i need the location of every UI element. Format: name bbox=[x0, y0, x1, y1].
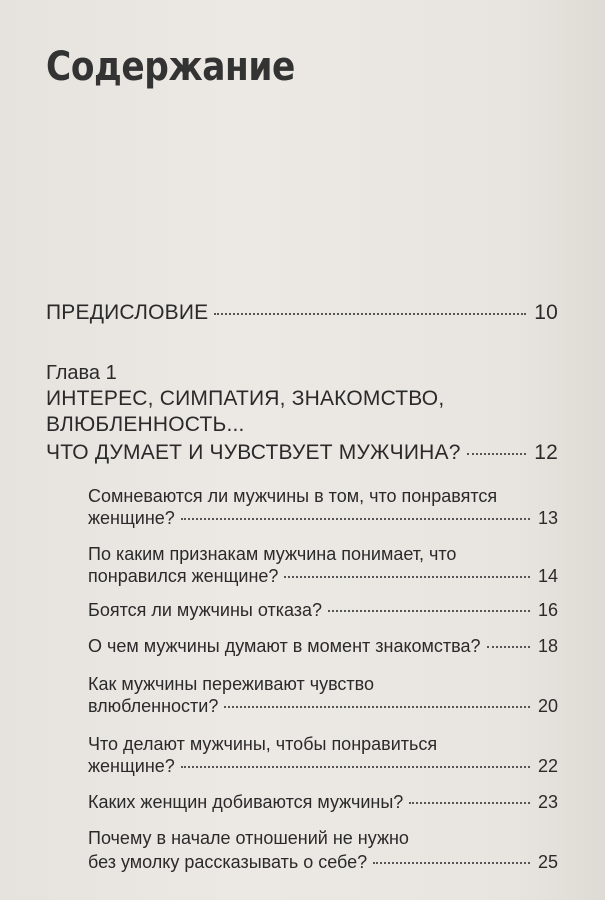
toc-page-number: 14 bbox=[537, 566, 558, 586]
toc-entry-section bbox=[88, 790, 558, 815]
toc-page-number: 20 bbox=[537, 696, 558, 716]
dot-leader bbox=[181, 518, 530, 520]
section-line: влюбленности? bbox=[88, 696, 219, 716]
dot-leader bbox=[328, 610, 530, 612]
toc-page-number: 16 bbox=[537, 600, 558, 620]
dot-leader bbox=[409, 802, 530, 804]
section-line: без умолку рассказывать о себе? bbox=[88, 852, 368, 872]
section-line: женщине? bbox=[88, 756, 175, 776]
section-line: Каких женщин добиваются мужчины? bbox=[88, 792, 404, 812]
toc-entry-label: ПРЕДИСЛОВИЕ bbox=[46, 301, 209, 324]
section-line: Как мужчины переживают чувство bbox=[88, 674, 375, 694]
dot-leader bbox=[487, 646, 530, 648]
section-line: понравился женщине? bbox=[88, 566, 279, 586]
toc-entry-section bbox=[88, 634, 558, 659]
dot-leader bbox=[467, 453, 527, 455]
toc-entry-section bbox=[88, 598, 558, 623]
dot-leader bbox=[284, 576, 530, 578]
section-line: Что делают мужчины, чтобы понравиться bbox=[88, 734, 438, 754]
toc-page-number: 12 bbox=[534, 441, 558, 464]
toc-page-number: 22 bbox=[537, 756, 558, 776]
section-line: Почему в начале отношений не нужно bbox=[88, 828, 409, 848]
toc-page-number: 23 bbox=[537, 792, 558, 812]
toc-entry-preface bbox=[46, 300, 558, 326]
toc-entry-section bbox=[88, 754, 558, 779]
toc-entry-section bbox=[88, 506, 558, 531]
toc-page-number: 10 bbox=[534, 301, 558, 324]
chapter-title-line-1: ИНТЕРЕС, СИМПАТИЯ, ЗНАКОМСТВО, bbox=[46, 387, 445, 410]
dot-leader bbox=[214, 313, 526, 315]
section-line: Боятся ли мужчины отказа? bbox=[88, 600, 323, 620]
toc-page-number: 18 bbox=[537, 636, 558, 656]
toc-entry-section bbox=[88, 850, 558, 875]
toc-entry-section bbox=[88, 564, 558, 589]
toc-entry-section bbox=[88, 694, 558, 719]
dot-leader bbox=[373, 862, 530, 864]
toc-page-number: 13 bbox=[537, 508, 558, 528]
chapter-title-line-3: ЧТО ДУМАЕТ И ЧУВСТВУЕТ МУЖЧИНА? bbox=[46, 441, 461, 464]
chapter-label: Глава 1 bbox=[46, 362, 117, 384]
section-line: Сомневаются ли мужчины в том, что понравятся bbox=[88, 486, 498, 506]
section-line: женщине? bbox=[88, 508, 175, 528]
section-line: По каким признакам мужчина понимает, что bbox=[88, 544, 457, 564]
toc-page-number: 25 bbox=[537, 852, 558, 872]
section-line: О чем мужчины думают в момент знакомства? bbox=[88, 636, 481, 656]
page-title: Содержание bbox=[46, 44, 295, 90]
chapter-title-line-2: ВЛЮБЛЕННОСТЬ... bbox=[46, 413, 245, 436]
dot-leader bbox=[181, 766, 530, 768]
dot-leader bbox=[224, 706, 530, 708]
toc-entry-chapter-1 bbox=[46, 440, 558, 466]
